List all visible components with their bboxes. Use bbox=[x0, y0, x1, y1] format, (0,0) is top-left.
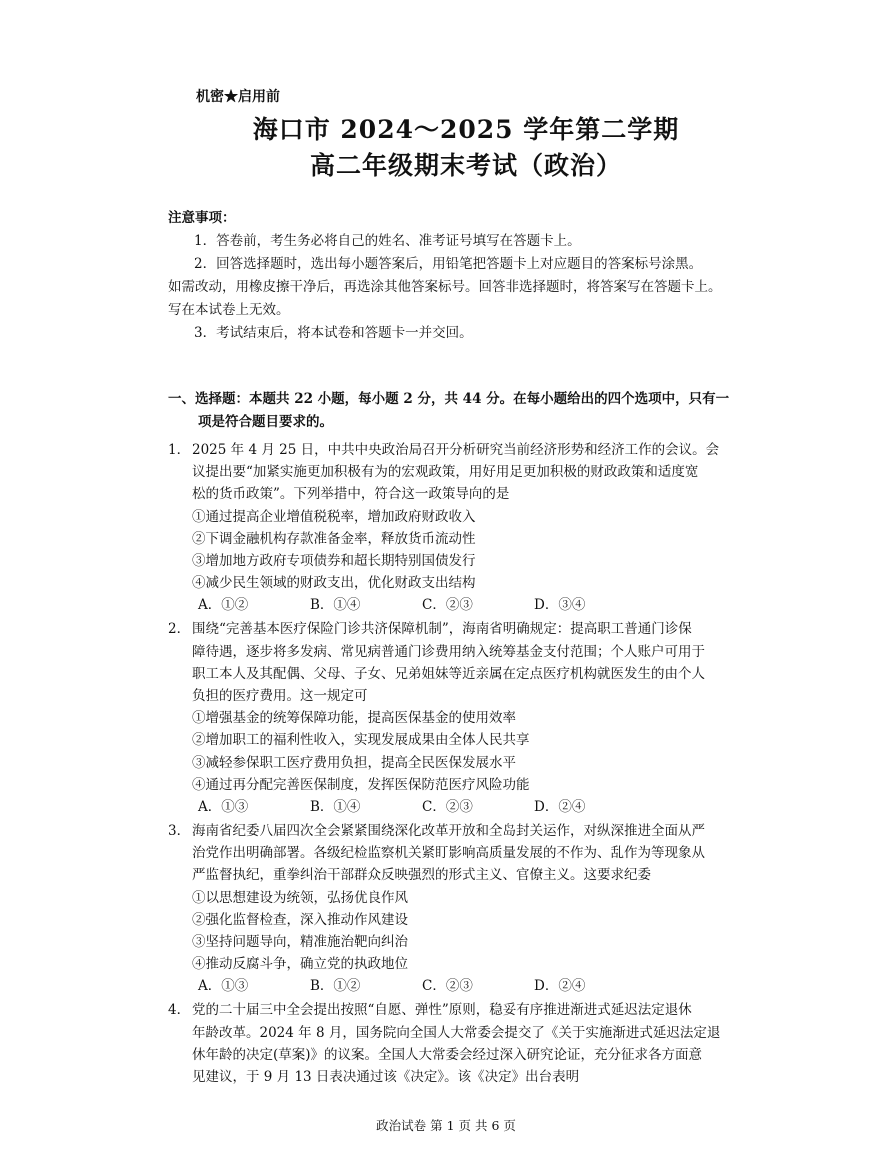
choice-d: D．③④ bbox=[534, 597, 586, 614]
notes-block bbox=[168, 207, 768, 345]
question-stem-line: 松的货币政策”。下列举措中，符合这一政策导向的是 bbox=[192, 486, 510, 503]
statement-option: ②增加职工的福利性收入，实现发展成果由全体人民共享 bbox=[192, 732, 530, 749]
note-item-2-cont-2: 写在本试卷上无效。 bbox=[168, 302, 290, 318]
choice-a: A．①③ bbox=[198, 799, 249, 816]
exam-title-line1: 海口市 2024～2025 学年第二学期 bbox=[252, 115, 680, 144]
exam-title-line2: 高二年级期末考试（政治） bbox=[309, 151, 622, 180]
question-3 bbox=[168, 820, 763, 997]
statement-option: ④通过再分配完善医保制度，发挥医保防范医疗风险功能 bbox=[192, 776, 530, 793]
section-heading-line2: 项是符合题目要求的。 bbox=[198, 414, 333, 430]
question-1 bbox=[168, 439, 763, 616]
answer-choices bbox=[192, 796, 763, 818]
question-number: 1． bbox=[168, 442, 191, 458]
question-list bbox=[168, 439, 763, 1088]
statement-option: ④推动反腐斗争，确立党的执政地位 bbox=[192, 956, 408, 973]
question-stem-line: 党的二十届三中全会提出按照“自愿、弹性”原则，稳妥有序推进渐进式延迟法定退休 bbox=[192, 1002, 692, 1019]
statement-option: ②强化监督检查，深入推动作风建设 bbox=[192, 911, 408, 928]
statement-option: ①增强基金的统筹保障功能，提高医保基金的使用效率 bbox=[192, 710, 516, 727]
question-stem-line: 议提出要“加紧实施更加积极有为的宏观政策，用好用足更加积极的财政政策和适度宽 bbox=[192, 464, 699, 481]
choice-d: D．②④ bbox=[534, 978, 586, 995]
question-stem-line: 休年龄的决定(草案)》的议案。全国人大常委会经过深入研究论证，充分征求各方面意 bbox=[192, 1046, 703, 1063]
choice-c: C．②③ bbox=[422, 978, 473, 995]
note-item-2: 2．回答选择题时，选出每小题答案后，用铅笔把答题卡上对应题目的答案标号涂黑。 bbox=[194, 256, 703, 272]
choice-b: B．①② bbox=[310, 978, 361, 995]
statement-option: ③减轻参保职工医疗费用负担，提高全民医保发展水平 bbox=[192, 754, 516, 771]
notes-heading: 注意事项： bbox=[168, 210, 236, 226]
page-footer: 政治试卷 第 1 页 共 6 页 bbox=[376, 1118, 516, 1133]
statement-option: ③坚持问题导向，精准施治靶向纠治 bbox=[192, 934, 408, 951]
section-heading-line1: 一、选择题：本题共 22 小题，每小题 2 分，共 44 分。在每小题给出的四个选项中，只有一 bbox=[168, 391, 730, 407]
question-stem-line: 见建议，于 9 月 13 日表决通过该《决定》。该《决定》出台表明 bbox=[192, 1069, 580, 1086]
choice-c: C．②③ bbox=[422, 597, 473, 614]
choice-b: B．①④ bbox=[310, 799, 361, 816]
question-number: 3． bbox=[168, 823, 191, 840]
question-stem-line: 职工本人及其配偶、父母、子女、兄弟姐妹等近亲属在定点医疗机构就医发生的由个人 bbox=[192, 665, 705, 682]
statement-option: ④减少民生领域的财政支出，优化财政支出结构 bbox=[192, 575, 476, 592]
choice-a: A．①③ bbox=[198, 978, 249, 995]
section-heading bbox=[168, 388, 758, 434]
question-stem-line: 障待遇，逐步将多发病、常见病普通门诊费用纳入统筹基金支付范围；个人账户可用于 bbox=[192, 643, 705, 660]
question-stem-line: 围绕“完善基本医疗保险门诊共济保障机制”，海南省明确规定：提高职工普通门诊保 bbox=[192, 621, 692, 638]
question-stem-line: 严监督执纪，重拳纠治干部群众反映强烈的形式主义、官僚主义。这要求纪委 bbox=[192, 867, 651, 884]
confidential-label: 机密★启用前 bbox=[196, 89, 280, 105]
choice-d: D．②④ bbox=[534, 799, 586, 816]
question-number: 2． bbox=[168, 621, 191, 638]
question-4 bbox=[168, 999, 763, 1088]
choice-b: B．①④ bbox=[310, 597, 361, 614]
note-item-1: 1．答卷前，考生务必将自己的姓名、准考证号填写在答题卡上。 bbox=[194, 233, 581, 249]
statement-option: ③增加地方政府专项债券和超长期特别国债发行 bbox=[192, 553, 476, 570]
question-stem-line: 海南省纪委八届四次全会紧紧围绕深化改革开放和全岛封关运作，对纵深推进全面从严 bbox=[192, 823, 705, 840]
note-item-2-cont-1: 如需改动，用橡皮擦干净后，再选涂其他答案标号。回答非选择题时，将答案写在答题卡上。 bbox=[168, 279, 722, 295]
choice-c: C．②③ bbox=[422, 799, 473, 816]
choice-a: A．①② bbox=[198, 597, 249, 614]
note-item-3: 3．考试结束后，将本试卷和答题卡一并交回。 bbox=[194, 325, 473, 341]
answer-choices bbox=[192, 594, 763, 616]
statement-option: ②下调金融机构存款准备金率，释放货币流动性 bbox=[192, 530, 476, 547]
question-2 bbox=[168, 618, 763, 818]
question-stem-line: 2025 年 4 月 25 日，中共中央政治局召开分析研究当前经济形势和经济工作的会议。会 bbox=[192, 442, 720, 458]
question-stem-line: 负担的医疗费用。这一规定可 bbox=[192, 688, 368, 705]
statement-option: ①通过提高企业增值税税率，增加政府财政收入 bbox=[192, 508, 476, 525]
question-stem-line: 年龄改革。2024 年 8 月，国务院向全国人大常委会提交了《关于实施渐进式延迟法定退 bbox=[192, 1024, 721, 1041]
question-number: 4． bbox=[168, 1002, 191, 1019]
question-stem-line: 治党作出明确部署。各级纪检监察机关紧盯影响高质量发展的不作为、乱作为等现象从 bbox=[192, 845, 705, 862]
answer-choices bbox=[192, 975, 763, 997]
statement-option: ①以思想建设为统领，弘扬优良作风 bbox=[192, 889, 408, 906]
